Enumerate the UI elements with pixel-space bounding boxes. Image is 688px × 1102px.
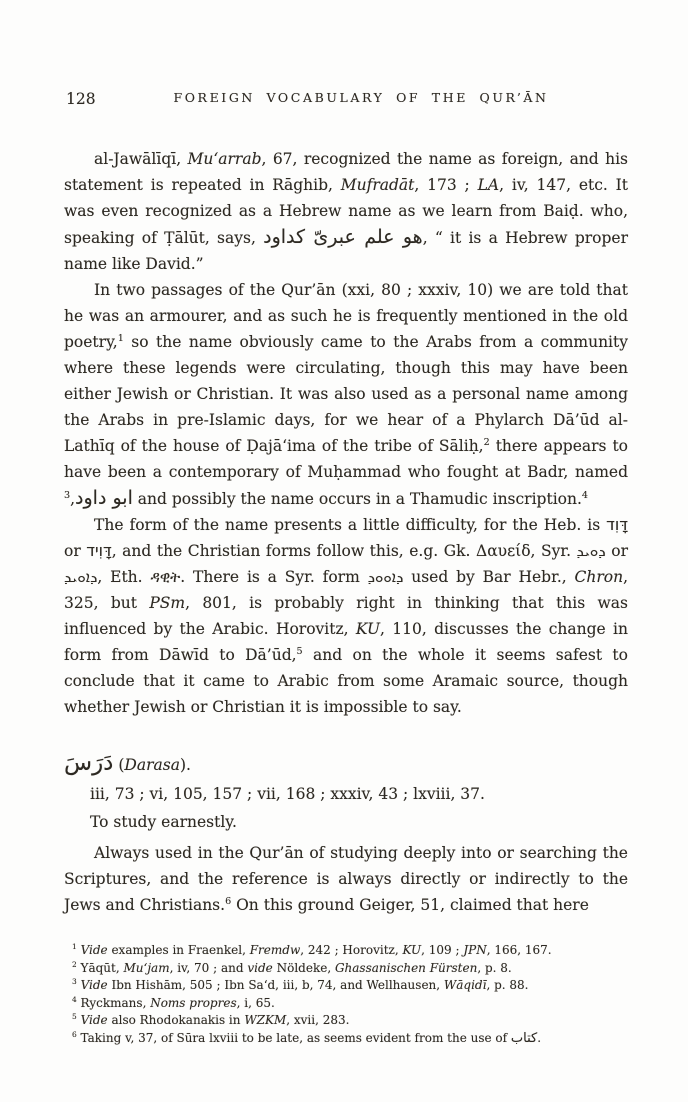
footnote-2: $^2$ Yāqūt, Mu‘jam, iv, 70 ; and vide Nöldeke, Ghassanischen Fürsten, p. 8. [72,959,512,975]
body-text [64,146,628,918]
entry-gloss: To study earnestly. [90,813,237,831]
page-content [64,90,628,1047]
page-header [64,90,628,112]
running-title: FOREIGN VOCABULARY OF THE QUR’ĀN [173,90,549,105]
footnote-4: $^4$ Ryckmans, Noms propres, i, 65. [72,994,275,1010]
footnote-3: $^3$ Vide Ibn Hishām, 505 ; Ibn Sa‘d, iii, b, 74, and Wellhausen, Wāqidī, p. 88. [72,977,529,992]
entry-darasa [64,748,628,918]
entry-quran-references: iii, 73 ; vi, 105, 157 ; vii, 168 ; xxxiv, 43 ; lxviii, 37. [90,785,485,803]
paragraph-two-passages: In two passages of the Qur’ān (xxi, 80 ; xxxiv, 10) we are told that he was an armourer, and as such he is frequently mentioned in the old poetry,$^1$ so the name obviously came to the Arabs from a community where these legends were circulating, though this may have been either Jewish or Christian. It was also used as a personal name among the Arabs in pre-Islamic days, for we hear of a Phylarch Dā’ūd al-Lathīq of the house of Ḍajā‘ima of the tribe of Sāliḥ,$^2$ there appears to have been a contemporary of Muḥammad who fought at Badr, named ابو داود,$^3$ and possibly the name occurs in a Thamudic inscription.$^4$ [64,281,629,509]
paragraph-form-of-name: The form of the name presents a little difficulty, for the Heb. is דָּוִד or דָּוִיד, and the Christian forms follow this, e.g. Gk. Δαυείδ, Syr. ܕܘܝܕ or ܕܐܘܝܕ, Eth. ዳዊት. There is a Syr. form ܕܐܘܘܕ used by Bar Hebr., Chron, 325, but PSm, 801, is probably right in thinking that this was influenced by the Arabic. Horovitz, KU, 110, discusses the change in form from Dāwīd to Dā’ūd,$^5$ and on the whole it seems safest to conclude that it came to Arabic from some Aramaic source, though whether Jewish or Christian it is impossible to say. [64,515,629,716]
footnotes-block [64,942,628,1047]
paragraph-always-used: Always used in the Qur’ān of studying deeply into or searching the Scriptures, and the reference is always directly or indirectly to the Jews and Christians.$^6$ On this ground Geiger, 51, claimed that here [64,844,628,914]
paragraph-jawaliqi: al-Jawālīqī, Mu‘arrab, 67, recognized the name as foreign, and his statement is repeated in Rāghib, Mufradāt, 173 ; LA, iv, 147, etc. It was even recognized as a Hebrew name as we learn from Baiḍ. who, speaking of Ṭālūt, says, هو علم عبرىّ كداود, “ it is a Hebrew proper name like David.” [64,150,629,273]
footnote-1: $^1$ Vide examples in Fraenkel, Fremdw, 242 ; Horovitz, KU, 109 ; JPN, 166, 167. [72,942,552,957]
footnote-6: $^6$ Taking v, 37, of Sūra lxviii to be late, as seems evident from the use of كتاب. [72,1029,542,1046]
footnote-5: $^5$ Vide also Rhodokanakis in WZKM, xvii, 283. [72,1012,350,1027]
entry-headword: دَرَسَ (Darasa). [64,750,191,776]
page-number: 128 [66,90,96,108]
